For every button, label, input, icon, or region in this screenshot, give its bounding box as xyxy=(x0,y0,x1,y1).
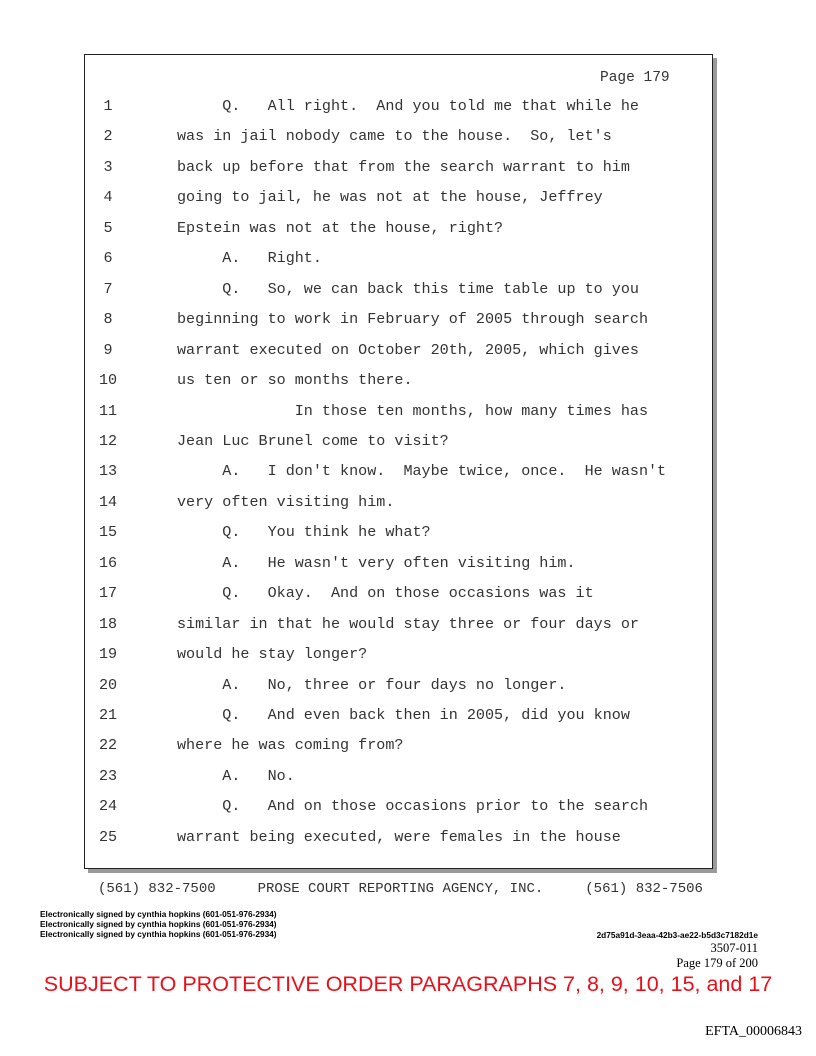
line-text: Q. Okay. And on those occasions was it xyxy=(177,584,594,603)
line-text: Q. You think he what? xyxy=(177,523,431,542)
line-number: 24 xyxy=(98,797,118,816)
line-number: 15 xyxy=(98,523,118,542)
line-number: 16 xyxy=(98,553,118,572)
page-number-header: Page 179 xyxy=(600,70,670,86)
line-number: 18 xyxy=(98,614,118,633)
line-number: 3 xyxy=(103,157,113,176)
page-of-count: Page 179 of 200 xyxy=(676,956,758,970)
line-number: 9 xyxy=(103,340,113,359)
line-text: going to jail, he was not at the house, Jeffrey xyxy=(177,188,603,207)
line-text: In those ten months, how many times has xyxy=(177,401,649,420)
line-text: A. I don't know. Maybe twice, once. He wasn't xyxy=(177,462,667,481)
line-text: Q. So, we can back this time table up to you xyxy=(177,279,639,298)
line-text: Q. All right. And you told me that while he xyxy=(177,97,639,115)
line-text: was in jail nobody came to the house. So, let's xyxy=(177,127,612,146)
signature-line: Electronically signed by cynthia hopkins (601-051-976-2934) xyxy=(40,919,277,929)
document-id: 3507-011 xyxy=(710,941,758,955)
protective-order-notice: SUBJECT TO PROTECTIVE ORDER PARAGRAPHS 7, 8, 9, 10, 15, and 17 xyxy=(43,972,773,996)
line-number: 21 xyxy=(98,706,118,724)
line-text: where he was coming from? xyxy=(177,736,404,755)
line-text: Epstein was not at the house, right? xyxy=(177,218,504,237)
signature-line: Electronically signed by cynthia hopkins (601-051-976-2934) xyxy=(40,929,277,939)
line-text: warrant executed on October 20th, 2005, which gives xyxy=(177,340,639,359)
line-text: beginning to work in February of 2005 through search xyxy=(177,310,649,329)
line-text: A. He wasn't very often visiting him. xyxy=(177,553,576,572)
line-number: 8 xyxy=(103,310,113,329)
line-text: warrant being executed, were females in the house xyxy=(177,827,621,846)
line-text: very often visiting him. xyxy=(177,492,395,511)
line-text: Q. And on those occasions prior to the search xyxy=(177,797,649,816)
line-text: A. No, three or four days no longer. xyxy=(177,675,567,694)
document-hash: 2d75a91d-3eaa-42b3-ae22-b5d3c7182d1e xyxy=(596,930,758,940)
line-text: Q. And even back then in 2005, did you know xyxy=(177,706,630,724)
reporter-footer: (561) 832-7500 PROSE COURT REPORTING AGENCY, INC. (561) 832-7506 xyxy=(98,881,703,897)
line-text: us ten or so months there. xyxy=(177,371,413,390)
line-text: would he stay longer? xyxy=(177,645,368,664)
line-number: 5 xyxy=(103,218,113,237)
line-number: 22 xyxy=(98,736,118,755)
line-number: 11 xyxy=(98,401,118,420)
line-number: 17 xyxy=(98,584,118,603)
line-text: A. Right. xyxy=(177,249,322,268)
line-number: 2 xyxy=(103,127,113,146)
line-number: 1 xyxy=(103,97,113,115)
line-number: 25 xyxy=(98,827,118,846)
bates-number: EFTA_00006843 xyxy=(705,1024,802,1039)
line-number: 13 xyxy=(98,462,118,481)
line-text: back up before that from the search warrant to him xyxy=(177,157,630,176)
line-number: 14 xyxy=(98,492,118,511)
line-number: 6 xyxy=(103,249,113,268)
line-text: A. No. xyxy=(177,766,295,785)
line-text: similar in that he would stay three or four days or xyxy=(177,614,639,633)
line-number: 19 xyxy=(98,645,118,664)
line-number: 4 xyxy=(103,188,113,207)
line-number: 12 xyxy=(98,431,118,450)
line-number: 7 xyxy=(103,279,113,298)
line-text: Jean Luc Brunel come to visit? xyxy=(177,431,449,450)
line-number: 10 xyxy=(98,371,118,390)
signature-line: Electronically signed by cynthia hopkins (601-051-976-2934) xyxy=(40,909,277,919)
line-number: 20 xyxy=(98,675,118,694)
line-number: 23 xyxy=(98,766,118,785)
